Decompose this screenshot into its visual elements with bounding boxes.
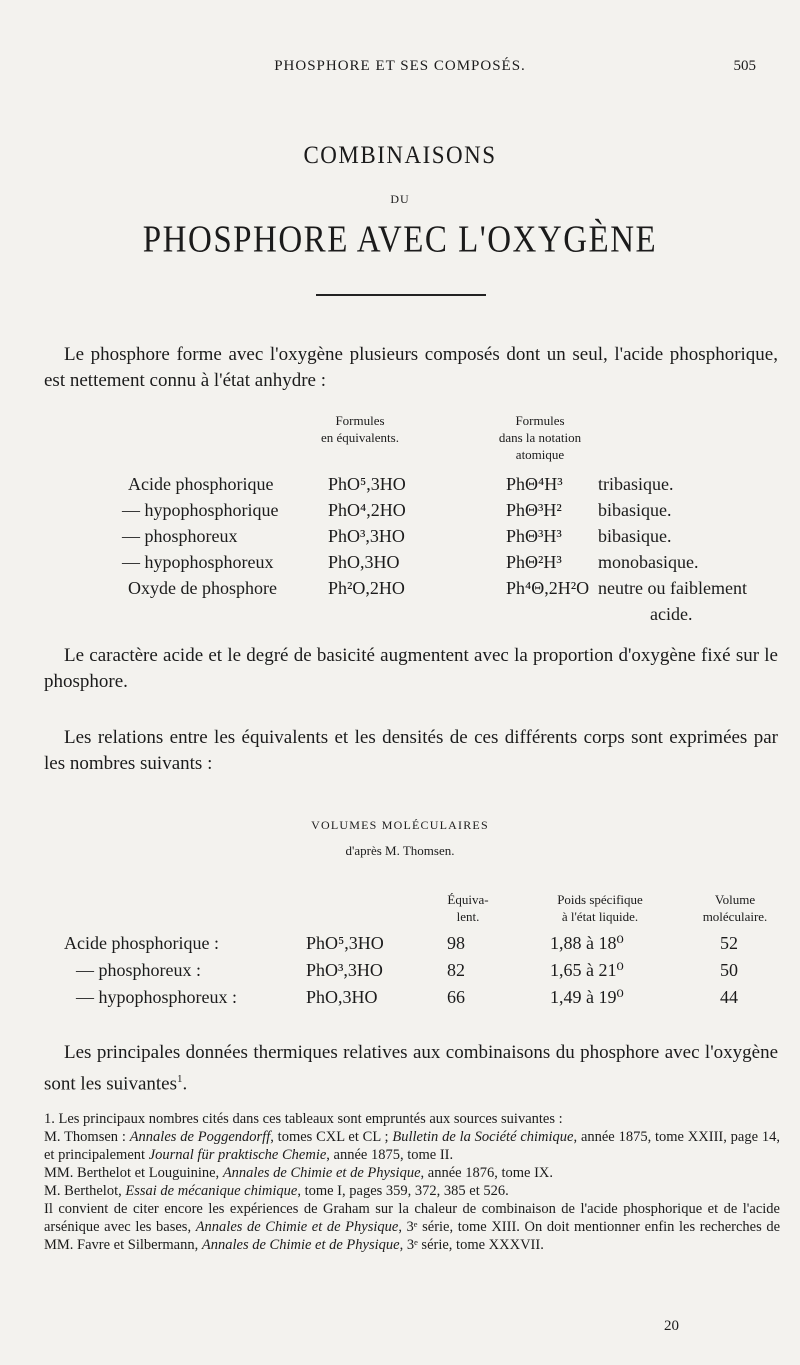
table1-header-atom-line2: dans la notation (498, 430, 582, 445)
table2-cell-equiv: 98 (447, 933, 465, 953)
fn-text: M. Berthelot, (44, 1183, 126, 1199)
table2-cell-weight: 1,65 à 21⁰ (550, 960, 624, 980)
table-row (0, 526, 800, 550)
paragraph-thermal: Les principales données thermiques relatives aux combinaisons du phosphore avec l'oxygène sont les suivantes$^1$. (44, 1042, 778, 1095)
page-number: 505 (733, 58, 756, 74)
paragraph-thermal-text: Les principales données thermiques relatives aux combinaisons du phosphore avec l'oxygène sont les suivantes (44, 1042, 778, 1095)
table1-cell-equiv: PhO⁵,3HO (328, 474, 406, 494)
table2-cell-name: Acide phosphorique : (64, 933, 219, 953)
table2-subtitle: d'après M. Thomsen. (345, 843, 455, 858)
fn-text: MM. Berthelot et Louguinine, (44, 1165, 223, 1181)
table1-cell-name: — phosphoreux (122, 526, 238, 546)
table2-cell-name: — phosphoreux : (76, 960, 201, 980)
table-row (0, 474, 800, 498)
table-row (0, 933, 800, 959)
footnote-marker: 1 (177, 1073, 183, 1085)
table1-header-equiv-line1: Formules (335, 413, 385, 428)
table1-cell-name: — hypophosphoreux (122, 552, 274, 572)
table1-cell-atom: PhΘ⁴H³ (506, 474, 563, 494)
fn-text: Il convient de citer encore les expériences de Graham sur la chaleur de combinaison de l'acide phosphorique et de l'acide arsénique avec les bases, (44, 1201, 780, 1235)
table2-cell-weight: 1,49 à 19⁰ (550, 987, 624, 1007)
fn-text: , année 1875, tome XXIII, page 14, et principalement (44, 1129, 780, 1163)
running-head: PHOSPHORE ET SES COMPOSÉS. (274, 58, 526, 74)
fn-text: M. Thomsen : (44, 1129, 130, 1145)
table-row (0, 960, 800, 986)
table2-cell-volume: 44 (720, 987, 738, 1007)
section-title-line2: DU (390, 192, 410, 206)
table2-title: VOLUMES MOLÉCULAIRES (311, 818, 489, 832)
table-row (0, 987, 800, 1013)
table2-header-volume-line2: moléculaire. (702, 909, 768, 924)
fn-ref-title: Bulletin de la Société chimique (392, 1129, 574, 1145)
table1-cell-equiv: PhO,3HO (328, 552, 400, 572)
table1-cell-prop: bibasique. (598, 526, 672, 546)
table1-cell-prop-continuation: acide. (650, 604, 693, 624)
paragraph-relations-text: Les relations entre les équivalents et les densités de ces différents corps sont exprimées par les nombres suivants : (44, 727, 778, 774)
table1-header-atom-line1: Formules (515, 413, 565, 428)
fn-text: , année 1876, tome IX. (420, 1165, 554, 1181)
footnote-berthelot (44, 1182, 780, 1200)
footnote-graham (44, 1200, 780, 1254)
section-title-line3: PHOSPHORE AVEC L'OXYGÈNE (142, 219, 658, 261)
paragraph-basicity (44, 643, 778, 695)
table1-cell-name: Acide phosphorique (128, 474, 274, 494)
fn-ref-title: Journal für praktische Chemie (148, 1147, 327, 1163)
table1-cell-prop: monobasique. (598, 552, 699, 572)
paragraph-basicity-text: Le caractère acide et le degré de basicité augmentent avec la proportion d'oxygène fixé sur le phosphore. (44, 645, 778, 692)
fn-ref-title: Annales de Chimie et de Physique (195, 1219, 399, 1235)
fn-ref-title: Annales de Poggendorff (129, 1129, 271, 1145)
table2-cell-formula: PhO⁵,3HO (306, 933, 384, 953)
section-title-line1: COMBINAISONS (303, 140, 497, 169)
footnote-1 (44, 1110, 780, 1128)
fn-ref-title: Annales de Chimie et de Physique (222, 1165, 421, 1181)
table1-cell-equiv: PhO³,3HO (328, 526, 405, 546)
table2-header-volume (680, 891, 790, 925)
table1-header-equiv-line2: en équivalents. (321, 430, 399, 445)
table1-cell-prop: tribasique. (598, 474, 674, 494)
table2-cell-equiv: 82 (447, 960, 465, 980)
table1-cell-atom: Ph⁴Θ,2H²O (506, 578, 590, 598)
table1-header-equiv (300, 412, 420, 446)
table1-cell-atom: PhΘ³H³ (506, 526, 562, 546)
footnote-berthelot-louguinine (44, 1164, 780, 1182)
table1-cell-prop: neutre ou faiblement (598, 578, 747, 598)
fn-text: , tome I, pages 359, 372, 385 et 526. (297, 1183, 509, 1199)
table1-cell-prop: bibasique. (598, 500, 672, 520)
table-row (0, 578, 800, 602)
table2-cell-formula: PhO³,3HO (306, 960, 383, 980)
table1-cell-equiv: Ph²O,2HO (328, 578, 405, 598)
table2-header-equiv (418, 891, 518, 925)
fn-ref-title: Essai de mécanique chimique (125, 1183, 298, 1199)
table2-cell-equiv: 66 (447, 987, 465, 1007)
footnote-thomsen (44, 1128, 780, 1164)
table-row (0, 500, 800, 524)
table2-cell-formula: PhO,3HO (306, 987, 378, 1007)
footnote-1-text: 1. Les principaux nombres cités dans ces tableaux sont empruntés aux sources suivantes : (44, 1111, 563, 1127)
paragraph-intro (44, 342, 778, 394)
table1-cell-name: — hypophosphorique (122, 500, 279, 520)
table2-header-weight (530, 891, 670, 925)
table2-header-equiv-line2: lent. (456, 909, 480, 924)
paragraph-relations (44, 725, 778, 777)
fn-ref-title: Annales de Chimie et de Physique (201, 1237, 400, 1253)
table-row (0, 552, 800, 576)
table1-cell-atom: PhΘ²H³ (506, 552, 562, 572)
table2-header-equiv-line1: Équiva- (447, 892, 489, 907)
fn-text: , 3ᵉ série, tome XXXVII. (399, 1237, 544, 1253)
fn-text: , tomes CXL et CL ; (270, 1129, 393, 1145)
signature-mark: 20 (664, 1318, 679, 1334)
footnotes (44, 1110, 780, 1254)
table1-header-atom (485, 412, 595, 463)
table2-header-volume-line1: Volume (714, 892, 756, 907)
table1-cell-atom: PhΘ³H² (506, 500, 562, 520)
table2-cell-weight: 1,88 à 18⁰ (550, 933, 624, 953)
table2-cell-volume: 50 (720, 960, 738, 980)
table-row-continuation (0, 604, 800, 628)
table2-cell-volume: 52 (720, 933, 738, 953)
table1-cell-name: Oxyde de phosphore (128, 578, 277, 598)
table2-cell-name: — hypophosphoreux : (76, 987, 237, 1007)
table2-header-weight-line1: Poids spécifique (557, 892, 643, 907)
fn-text: , 3ᵉ série, tome XIII. On doit mentionner enfin les recherches de MM. Favre et Silbermann, (44, 1219, 781, 1253)
paragraph-intro-text: Le phosphore forme avec l'oxygène plusieurs composés dont un seul, l'acide phosphorique, est nettement connu à l'état anhydre : (44, 344, 778, 391)
table2-header-weight-line2: à l'état liquide. (561, 909, 639, 924)
title-rule (316, 294, 486, 296)
table1-cell-equiv: PhO⁴,2HO (328, 500, 406, 520)
fn-text: , année 1875, tome II. (326, 1147, 454, 1163)
table1-header-atom-line3: atomique (515, 447, 565, 462)
